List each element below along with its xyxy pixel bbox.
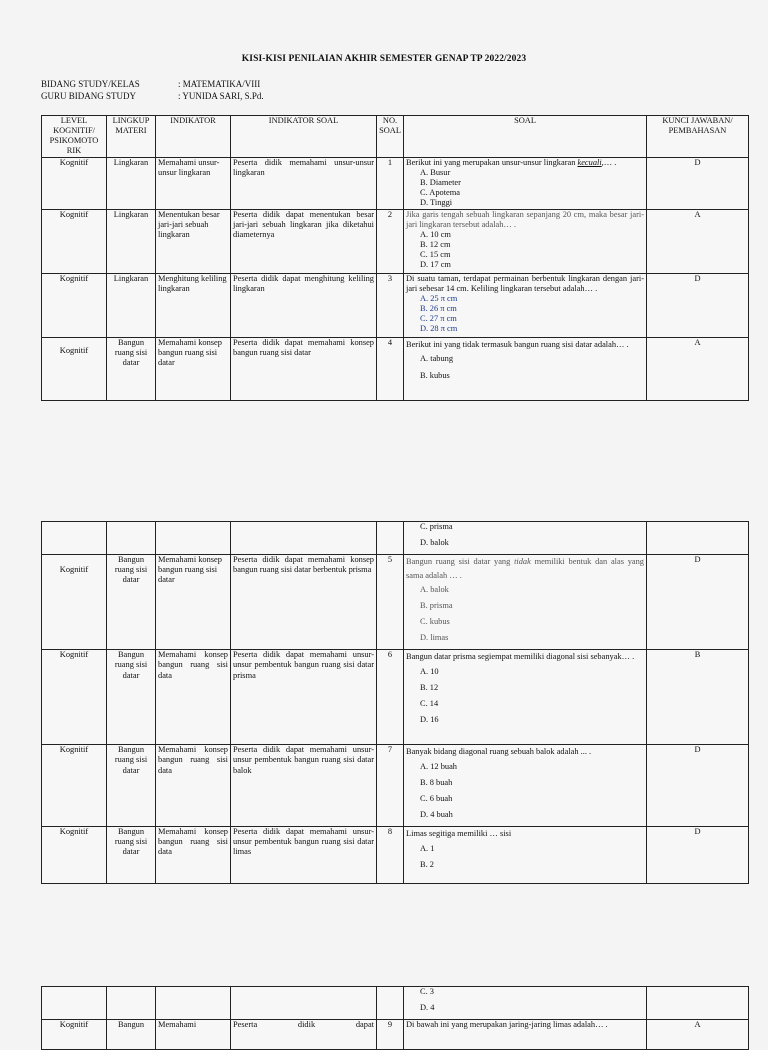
cell-no: 1 xyxy=(377,158,404,210)
cell-lingkup xyxy=(107,522,156,555)
option-list xyxy=(406,168,644,208)
question-emphasis: tidak xyxy=(514,557,531,567)
option-item: B. 12 xyxy=(420,682,439,692)
header-no-soal: NO. SOAL xyxy=(377,116,404,158)
cell-kunci: A xyxy=(647,210,749,274)
cell-no: 5 xyxy=(377,555,404,650)
cell-soal xyxy=(404,210,647,274)
option-item: A. 1 xyxy=(420,843,435,853)
option-list xyxy=(406,354,644,380)
cell-no xyxy=(377,987,404,1020)
option-list xyxy=(406,667,644,725)
cell-lingkup: Bangun ruang sisi datar xyxy=(107,827,156,884)
cell-no: 7 xyxy=(377,745,404,827)
question-text: Di bawah ini yang merupakan jaring-jaring limas adalah… . xyxy=(406,1020,608,1030)
document-title: KISI-KISI PENILAIAN AKHIR SEMESTER GENAP TP 2022/2023 xyxy=(241,54,527,64)
header-soal: SOAL xyxy=(404,116,647,158)
table-row xyxy=(42,650,749,745)
cell-soal xyxy=(404,274,647,338)
option-list xyxy=(406,522,644,548)
option-list xyxy=(406,585,644,643)
cell-indikator-soal: Peserta didik dapat memahami konsep bangun ruang sisi datar berbentuk prisma xyxy=(231,555,377,650)
option-item: D. Tinggi xyxy=(420,198,453,208)
option-item: A. 25 π cm xyxy=(420,294,458,304)
cell-kunci: D xyxy=(647,555,749,650)
header-indikator: INDIKATOR xyxy=(156,116,231,158)
cell-lingkup: Lingkaran xyxy=(107,274,156,338)
option-item: B. 12 cm xyxy=(420,240,451,250)
header-level: LEVEL KOGNITIF/ PSIKOMOTO RIK xyxy=(42,116,107,158)
cell-indikator-soal: Peserta didik dapat menentukan besar jari-jari sebuah lingkaran jika diketahui diameternya xyxy=(231,210,377,274)
cell-indikator: Memahami konsep bangun ruang sisi datar xyxy=(156,555,231,650)
cell-lingkup: Bangun ruang sisi datar xyxy=(107,338,156,401)
cell-lingkup: Bangun ruang sisi datar xyxy=(107,745,156,827)
option-item: D. 17 cm xyxy=(420,260,451,270)
option-item: C. Apotema xyxy=(420,188,461,198)
cell-level: Kognitif xyxy=(42,210,107,274)
option-item: C. prisma xyxy=(420,522,453,531)
meta-teacher-label: GURU BIDANG STUDY xyxy=(41,91,137,101)
table-row xyxy=(42,827,749,884)
cell-soal xyxy=(404,1020,647,1050)
cell-no: 2 xyxy=(377,210,404,274)
option-list xyxy=(406,294,644,334)
option-item: C. 6 buah xyxy=(420,793,453,803)
cell-lingkup: Bangun ruang sisi datar xyxy=(107,555,156,650)
cell-soal xyxy=(404,987,647,1020)
option-item: D. limas xyxy=(420,633,449,643)
table-row xyxy=(42,158,749,210)
cell-no: 6 xyxy=(377,650,404,745)
option-item: C. 15 cm xyxy=(420,250,451,260)
cell-no: 4 xyxy=(377,338,404,401)
cell-level xyxy=(42,522,107,555)
cell-soal xyxy=(404,522,647,555)
question-text xyxy=(406,158,644,168)
cell-no: 3 xyxy=(377,274,404,338)
cell-indikator-soal: Peserta didik dapat menghitung keliling lingkaran xyxy=(231,274,377,338)
option-list xyxy=(406,230,644,270)
option-item: B. kubus xyxy=(420,370,450,380)
option-item: D. balok xyxy=(420,538,449,548)
option-item: B. 8 buah xyxy=(420,777,453,787)
cell-indikator-soal: Peserta didik dapat memahami unsur-unsur pembentuk bangun ruang sisi datar limas xyxy=(231,827,377,884)
table-row xyxy=(42,555,749,650)
cell-indikator-soal: Peserta didik dapat memahami unsur-unsur pembentuk bangun ruang sisi datar balok xyxy=(231,745,377,827)
cell-indikator: Memahami unsur-unsur lingkaran xyxy=(156,158,231,210)
cell-soal xyxy=(404,338,647,401)
cell-no: 9 xyxy=(377,1020,404,1050)
cell-kunci: D xyxy=(647,274,749,338)
option-item: A. 10 cm xyxy=(420,230,451,240)
cell-indikator-soal: Peserta didik dapat xyxy=(231,1020,377,1050)
question-emphasis: kecuali xyxy=(577,158,602,167)
cell-indikator-soal xyxy=(231,987,377,1020)
option-item: D. 28 π cm xyxy=(420,324,458,334)
cell-kunci: D xyxy=(647,745,749,827)
option-item: B. Diameter xyxy=(420,178,461,188)
cell-indikator-soal: Peserta didik memahami unsur-unsur lingkaran xyxy=(231,158,377,210)
question-text: Di suatu taman, terdapat permainan berbentuk lingkaran dengan jari-jari sebesar 14 cm. Keliling lingkaran tersebut adalah… . xyxy=(406,274,644,294)
cell-no xyxy=(377,522,404,555)
option-item: C. 27 π cm xyxy=(420,314,457,324)
cell-kunci: A xyxy=(647,338,749,401)
table-row xyxy=(42,1020,749,1050)
cell-level: Kognitif xyxy=(42,555,107,650)
cell-kunci: B xyxy=(647,650,749,745)
question-text-part: Bangun ruang sisi datar yang xyxy=(406,557,515,567)
option-item: C. 14 xyxy=(420,698,439,708)
cell-lingkup: Bangun ruang sisi datar xyxy=(107,650,156,745)
cell-indikator: Menghitung keliling lingkaran xyxy=(156,274,231,338)
cell-indikator: Memahami konsep bangun ruang sisi datar xyxy=(156,338,231,401)
cell-indikator: Memahami konsep bangun ruang sisi data xyxy=(156,650,231,745)
option-item: A. Busur xyxy=(420,168,451,178)
question-text-part: Berikut ini yang merupakan unsur-unsur lingkaran xyxy=(406,158,578,167)
cell-level: Kognitif xyxy=(42,274,107,338)
cell-indikator-soal: Peserta didik dapat memahami unsur-unsur pembentuk bangun ruang sisi datar prisma xyxy=(231,650,377,745)
cell-lingkup: Bangun xyxy=(107,1020,156,1050)
option-item: B. 26 π cm xyxy=(420,304,457,314)
option-item: B. 2 xyxy=(420,859,434,869)
table-row xyxy=(42,745,749,827)
cell-lingkup: Lingkaran xyxy=(107,158,156,210)
cell-kunci: D xyxy=(647,158,749,210)
option-item: B. prisma xyxy=(420,601,453,611)
cell-soal xyxy=(404,827,647,884)
cell-indikator: Memahami xyxy=(156,1020,231,1050)
cell-indikator xyxy=(156,522,231,555)
cell-kunci: D xyxy=(647,827,749,884)
cell-indikator: Memahami konsep bangun ruang sisi data xyxy=(156,827,231,884)
option-item: D. 16 xyxy=(420,715,439,725)
cell-soal xyxy=(404,158,647,210)
meta-teacher xyxy=(41,91,264,101)
cell-indikator-soal xyxy=(231,522,377,555)
cell-level: Kognitif xyxy=(42,650,107,745)
cell-level: Kognitif xyxy=(42,158,107,210)
cell-soal xyxy=(404,745,647,827)
question-text-part: ,… . xyxy=(601,158,617,167)
table-row xyxy=(42,987,749,1020)
option-item: D. 4 buah xyxy=(420,810,453,820)
meta-subject-label: BIDANG STUDY/KELAS xyxy=(41,79,140,89)
table-header-row xyxy=(42,116,749,158)
cell-level: Kognitif xyxy=(42,1020,107,1050)
cell-level: Kognitif xyxy=(42,338,107,401)
option-item: A. 10 xyxy=(420,666,439,676)
table-row xyxy=(42,274,749,338)
cell-soal xyxy=(404,650,647,745)
cell-no: 8 xyxy=(377,827,404,884)
option-list xyxy=(406,987,644,1013)
option-list xyxy=(406,844,644,870)
cell-indikator: Memahami konsep bangun ruang sisi data xyxy=(156,745,231,827)
question-text: Bangun datar prisma segiempat memiliki diagonal sisi sebanyak… . xyxy=(406,652,635,662)
option-item: D. 4 xyxy=(420,1003,435,1013)
question-text: Berikut ini yang tidak termasuk bangun ruang sisi datar adalah… . xyxy=(406,340,629,349)
kisi-table-part-3 xyxy=(41,986,749,1050)
cell-indikator xyxy=(156,987,231,1020)
kisi-table-part-1 xyxy=(41,115,749,401)
header-lingkup: LINGKUP MATERI xyxy=(107,116,156,158)
cell-level: Kognitif xyxy=(42,827,107,884)
table-row xyxy=(42,522,749,555)
cell-soal xyxy=(404,555,647,650)
cell-kunci xyxy=(647,987,749,1020)
table-row xyxy=(42,210,749,274)
cell-kunci xyxy=(647,522,749,555)
cell-indikator-soal: Peserta didik dapat memahami konsep bangun ruang sisi datar xyxy=(231,338,377,401)
question-text: Banyak bidang diagonal ruang sebuah balok adalah ... . xyxy=(406,747,592,757)
option-item: C. 3 xyxy=(420,987,434,996)
question-text-part: memiliki bentuk dan alas yang sama adalah … . xyxy=(406,557,644,580)
option-item: A. balok xyxy=(420,585,449,595)
meta-subject xyxy=(41,79,260,89)
cell-kunci: A xyxy=(647,1020,749,1050)
cell-lingkup: Lingkaran xyxy=(107,210,156,274)
header-kunci: KUNCI JAWABAN/ PEMBAHASAN xyxy=(647,116,749,158)
option-item: A. 12 buah xyxy=(420,761,457,771)
option-list xyxy=(406,762,644,820)
cell-level xyxy=(42,987,107,1020)
question-text: Jika garis tengah sebuah lingkaran sepanjang 20 cm, maka besar jari-jari lingkaran tersebut adalah… . xyxy=(406,210,644,230)
cell-lingkup xyxy=(107,987,156,1020)
question-text: Limas segitiga memiliki … sisi xyxy=(406,829,512,839)
cell-indikator: Menentukan besar jari-jari sebuah lingkaran xyxy=(156,210,231,274)
cell-level: Kognitif xyxy=(42,745,107,827)
meta-subject-value: : MATEMATIKA/VIII xyxy=(178,79,261,89)
kisi-table-part-2 xyxy=(41,521,749,884)
option-item: A. tabung xyxy=(420,354,454,364)
option-item: C. kubus xyxy=(420,617,450,627)
header-indikator-soal: INDIKATOR SOAL xyxy=(231,116,377,158)
table-row xyxy=(42,338,749,401)
question-text xyxy=(406,555,644,582)
meta-teacher-value: : YUNIDA SARI, S.Pd. xyxy=(178,91,264,101)
